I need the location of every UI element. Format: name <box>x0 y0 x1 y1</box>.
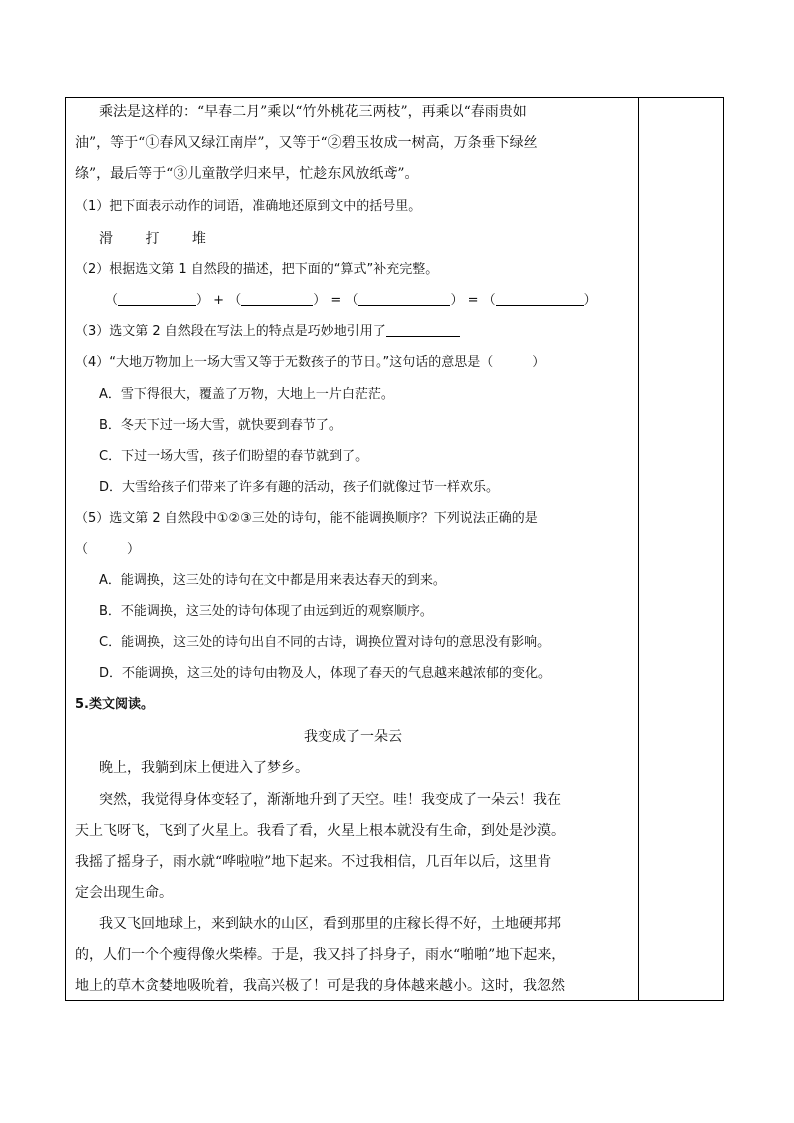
option-d: D．大雪给孩子们带来了许多有趣的活动，孩子们就像过节一样欢乐。 <box>99 480 500 495</box>
equation: （ ） + （ ） = （ ） = （ ） <box>105 293 597 308</box>
word-item: 滑 <box>99 231 113 247</box>
option-a: A．能调换，这三处的诗句在文中都是用来表达春天的到来。 <box>99 573 446 588</box>
answer-blank[interactable] <box>118 291 196 306</box>
story-line: 定会出现生命。 <box>75 885 173 901</box>
story-line: 晚上，我躺到床上便进入了梦乡。 <box>99 760 309 776</box>
story-line: 天上飞呀飞，飞到了火星上。我看了看，火星上根本就没有生命，到处是沙漠。 <box>75 823 565 839</box>
option-c: C．下过一场大雪，孩子们盼望的春节就到了。 <box>99 449 369 464</box>
column-divider <box>638 98 639 1000</box>
option-b: B．不能调换，这三处的诗句体现了由远到近的观察顺序。 <box>99 604 433 619</box>
word-item: 打 <box>145 231 160 247</box>
question-1: （1）把下面表示动作的词语，准确地还原到文中的括号里。 <box>75 199 422 214</box>
answer-paren: （ ） <box>75 542 141 557</box>
question-2: （2）根据选文第 1 自然段的描述，把下面的“算式”补充完整。 <box>75 262 439 277</box>
word-item: 堆 <box>191 231 206 247</box>
answer-blank[interactable] <box>241 291 313 306</box>
word-bank <box>99 229 234 249</box>
option-c: C．能调换，这三处的诗句出自不同的古诗，调换位置对诗句的意思没有影响。 <box>99 635 551 650</box>
question-4: （4）“大地万物加上一场大雪又等于无数孩子的节日。”这句话的意思是（ ） <box>75 355 546 370</box>
option-b: B．冬天下过一场大雪，就快要到春节了。 <box>99 418 342 433</box>
answer-blank[interactable] <box>358 291 450 306</box>
story-line: 突然，我觉得身体变轻了，渐渐地升到了天空。哇！我变成了一朵云！我在 <box>99 792 561 808</box>
answer-blank[interactable] <box>386 322 460 337</box>
story-line: 我又飞回地球上，来到缺水的山区，看到那里的庄稼长得不好，土地硬邦邦 <box>99 916 561 932</box>
story-line: 的，人们一个个瘦得像火柴棒。于是，我又抖了抖身子，雨水“啪啪”地下起来， <box>75 947 566 963</box>
story-line: 我摇了摇身子，雨水就“哗啦啦”地下起来。不过我相信，几百年以后，这里肯 <box>75 854 552 870</box>
story-title: 我变成了一朵云 <box>304 729 402 745</box>
option-d: D．不能调换，这三处的诗句由物及人，体现了春天的气息越来越浓郁的变化。 <box>99 666 552 681</box>
section-heading: 5.类文阅读。 <box>75 697 154 712</box>
passage-line: 绦”，最后等于“③儿童散学归来早，忙趁东风放纸鸢”。 <box>75 166 419 182</box>
passage-line: 乘法是这样的：“早春二月”乘以“竹外桃花三两枝”，再乘以“春雨贵如 <box>99 104 527 120</box>
option-a: A．雪下得很大，覆盖了万物，大地上一片白茫茫。 <box>99 387 394 402</box>
question-3: （3）选文第 2 自然段在写法上的特点是巧妙地引用了 <box>75 322 460 342</box>
answer-blank[interactable] <box>496 291 584 306</box>
passage-line: 油”，等于“①春风又绿江南岸”，又等于“②碧玉妆成一树高，万条垂下绿丝 <box>75 135 538 151</box>
question-5: （5）选文第 2 自然段中①②③三处的诗句，能不能调换顺序？下列说法正确的是 <box>75 511 538 526</box>
worksheet-table <box>65 97 724 1001</box>
story-line: 地上的草木贪婪地吸吮着，我高兴极了！可是我的身体越来越小。这时，我忽然 <box>75 978 565 994</box>
